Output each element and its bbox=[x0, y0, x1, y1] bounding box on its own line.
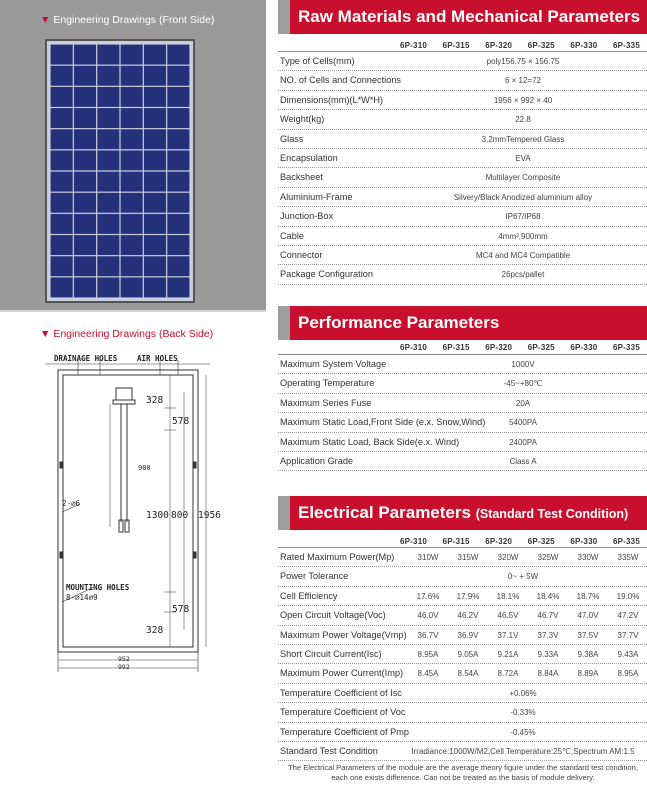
electrical-row bbox=[278, 703, 647, 722]
electrical-row bbox=[278, 645, 647, 664]
dim-328-top: 328 bbox=[146, 395, 164, 406]
performance-table bbox=[278, 354, 647, 471]
solar-cell bbox=[97, 45, 119, 65]
row-cell: 9.21A bbox=[497, 649, 519, 659]
dim-578-bottom: 578 bbox=[172, 604, 190, 615]
row-cell: 8.89A bbox=[577, 669, 599, 679]
solar-cell bbox=[144, 214, 166, 234]
row-label: Maximum Power Current(Imp) bbox=[280, 668, 404, 679]
row-value: 26pcs/pallet bbox=[501, 270, 545, 280]
electrical-title-suffix: (Standard Test Condition) bbox=[475, 507, 629, 521]
row-cell: 8.72A bbox=[497, 669, 519, 679]
solar-cell bbox=[121, 256, 143, 276]
electrical-table bbox=[278, 547, 647, 761]
row-value: 2400PA bbox=[509, 437, 537, 447]
row-label: Maximum System Voltage bbox=[280, 359, 387, 369]
row-label: Connector bbox=[280, 249, 323, 260]
row-cell: 37.1V bbox=[497, 630, 519, 640]
solar-cell bbox=[74, 172, 96, 192]
raw-row bbox=[278, 227, 647, 246]
solar-cell bbox=[74, 108, 96, 128]
raw-row bbox=[278, 207, 647, 226]
row-label: Weight(kg) bbox=[280, 114, 325, 125]
electrical-row bbox=[278, 606, 647, 625]
solar-cell bbox=[51, 108, 73, 128]
solar-cell bbox=[97, 277, 119, 297]
row-label: Rated Maximum Power(Mp) bbox=[280, 552, 395, 562]
row-cell: 9.05A bbox=[457, 649, 479, 659]
row-cell: 8.95A bbox=[617, 669, 639, 679]
row-value: +0.06% bbox=[509, 688, 537, 698]
parameters-column bbox=[270, 0, 647, 800]
dim-578-top: 578 bbox=[172, 416, 190, 427]
raw-materials-header bbox=[278, 0, 647, 34]
performance-row bbox=[278, 355, 647, 374]
triangle-down-icon: ▼ bbox=[40, 328, 51, 340]
row-cells bbox=[408, 664, 647, 683]
electrical-row bbox=[278, 548, 647, 567]
row-cells bbox=[408, 587, 647, 606]
solar-cell bbox=[144, 66, 166, 86]
row-label: Maximum Static Load, Back Side(e.x. Wind) bbox=[280, 436, 460, 447]
performance-row bbox=[278, 374, 647, 393]
row-cell: 47.2V bbox=[617, 611, 639, 621]
row-label: Maximum Power Voltage(Vmp) bbox=[280, 629, 407, 640]
raw-row bbox=[278, 168, 647, 187]
solar-cell bbox=[121, 214, 143, 234]
performance-title: Performance Parameters bbox=[290, 306, 647, 340]
row-value: -0.33% bbox=[510, 708, 536, 718]
solar-cell bbox=[121, 235, 143, 255]
solar-cell bbox=[51, 256, 73, 276]
row-cell: 46.5V bbox=[497, 611, 519, 621]
solar-cell bbox=[51, 45, 73, 65]
solar-cell bbox=[51, 277, 73, 297]
electrical-title: Electrical Parameters (Standard Test Condition) bbox=[290, 496, 647, 530]
row-value: 1956 × 992 × 40 bbox=[493, 95, 553, 105]
row-value: MC4 and MC4 Compatible bbox=[475, 250, 571, 260]
row-cell: 9.43A bbox=[617, 649, 639, 659]
solar-cell bbox=[51, 235, 73, 255]
row-label: Backsheet bbox=[280, 172, 323, 183]
row-cell: 37.3V bbox=[537, 630, 559, 640]
row-cell: 315W bbox=[457, 553, 479, 562]
solar-cell bbox=[121, 108, 143, 128]
solar-cell bbox=[97, 129, 119, 149]
ground-hole-spec: 2-⌀6 bbox=[62, 499, 81, 508]
solar-cell bbox=[97, 193, 119, 213]
row-cell: 19.0% bbox=[616, 591, 640, 601]
solar-cell bbox=[74, 45, 96, 65]
row-label: Encapsulation bbox=[280, 152, 338, 163]
solar-cell bbox=[121, 277, 143, 297]
row-value: Irradiance:1000W/M2,Cell Temperature:25℃,Spectrum AM:1.5 bbox=[411, 746, 635, 756]
row-cell: 325W bbox=[537, 553, 559, 562]
raw-row bbox=[278, 265, 647, 284]
row-label: Maximum Series Fuse bbox=[280, 397, 372, 408]
row-cell: 8.95A bbox=[417, 649, 439, 659]
row-cell: 46.7V bbox=[537, 611, 559, 621]
solar-cell bbox=[97, 150, 119, 170]
raw-row bbox=[278, 71, 647, 90]
air-holes-label: AIR HOLES bbox=[137, 354, 178, 363]
row-label: Cell Efficiency bbox=[280, 590, 338, 601]
solar-cell bbox=[167, 277, 189, 297]
solar-cell bbox=[121, 66, 143, 86]
solar-cell bbox=[167, 214, 189, 234]
solar-panel-front-image bbox=[45, 39, 195, 303]
performance-row bbox=[278, 413, 647, 432]
row-cell: 46.2V bbox=[457, 611, 479, 621]
dim-1956: 1956 bbox=[198, 510, 221, 521]
front-drawing-title: ▼ Engineering Drawings (Front Side) bbox=[40, 14, 215, 26]
dim-328-bottom: 328 bbox=[146, 625, 164, 636]
performance-row bbox=[278, 394, 647, 413]
electrical-row bbox=[278, 742, 647, 761]
solar-cell bbox=[144, 172, 166, 192]
solar-cell bbox=[144, 150, 166, 170]
solar-cell bbox=[167, 66, 189, 86]
row-label: Aluminium-Frame bbox=[280, 191, 353, 202]
row-value: IP67/IP68 bbox=[505, 212, 541, 222]
row-label: Type of Cells(mm) bbox=[280, 56, 355, 66]
row-cells bbox=[408, 626, 647, 645]
row-label: Package Configuration bbox=[280, 269, 373, 280]
solar-cell bbox=[97, 87, 119, 107]
solar-cell bbox=[167, 87, 189, 107]
row-label: Standard Test Condition bbox=[280, 745, 378, 756]
performance-row bbox=[278, 433, 647, 452]
model-header-raw: 6P-310 6P-315 6P-320 6P-325 6P-330 6P-335 bbox=[400, 41, 640, 50]
solar-cell bbox=[121, 172, 143, 192]
raw-materials-title: Raw Materials and Mechanical Parameters bbox=[290, 0, 647, 34]
solar-cell bbox=[144, 256, 166, 276]
row-value: 5400PA bbox=[509, 418, 537, 428]
raw-row bbox=[278, 130, 647, 149]
solar-cell bbox=[144, 235, 166, 255]
row-cell: 37.7V bbox=[617, 630, 639, 640]
drawing-lines bbox=[0, 312, 266, 800]
row-label: Temperature Coefficient of Pmp bbox=[280, 726, 410, 737]
row-cell: 8.54A bbox=[457, 669, 479, 679]
row-cell: 9.33A bbox=[537, 649, 559, 659]
row-cell: 46.0V bbox=[417, 611, 439, 621]
row-label: Temperature Coefficient of Voc bbox=[280, 707, 406, 718]
model-header-performance: 6P-310 6P-315 6P-320 6P-325 6P-330 6P-335 bbox=[400, 343, 640, 352]
row-label: Power Tolerance bbox=[280, 571, 349, 582]
row-value: 4mm²,900mm bbox=[498, 231, 548, 241]
row-value: -45~+80℃ bbox=[503, 379, 543, 389]
row-cell: 18.4% bbox=[536, 591, 560, 601]
solar-cell bbox=[167, 108, 189, 128]
solar-cell bbox=[51, 150, 73, 170]
front-drawing-section bbox=[0, 0, 266, 312]
solar-cell bbox=[167, 193, 189, 213]
row-value: 0~ + 5W bbox=[507, 572, 539, 582]
row-label: Operating Temperature bbox=[280, 378, 375, 389]
solar-cell bbox=[97, 172, 119, 192]
solar-cell bbox=[167, 172, 189, 192]
row-label: NO. of Cells and Connections bbox=[280, 75, 402, 86]
raw-row bbox=[278, 91, 647, 110]
raw-materials-table bbox=[278, 51, 647, 285]
row-cell: 36.7V bbox=[417, 630, 439, 640]
solar-cell bbox=[74, 129, 96, 149]
solar-cell bbox=[167, 150, 189, 170]
electrical-row bbox=[278, 723, 647, 742]
row-label: Dimensions(mm)(L*W*H) bbox=[280, 94, 384, 105]
solar-cell bbox=[74, 277, 96, 297]
row-cell: 17.9% bbox=[456, 591, 480, 601]
row-label: Short Circuit Current(Isc) bbox=[280, 648, 382, 659]
row-value: Class A bbox=[509, 456, 537, 466]
performance-row bbox=[278, 452, 647, 471]
solar-cell bbox=[97, 214, 119, 234]
solar-cell bbox=[74, 235, 96, 255]
row-cell: 320W bbox=[497, 553, 519, 562]
solar-cell bbox=[144, 277, 166, 297]
row-label: Cable bbox=[280, 230, 305, 241]
solar-cell bbox=[144, 87, 166, 107]
solar-cell bbox=[121, 193, 143, 213]
row-label: Junction-Box bbox=[280, 211, 334, 222]
dim-900: 900 bbox=[138, 464, 151, 472]
solar-cell bbox=[144, 193, 166, 213]
row-label: Maximum Static Load,Front Side (e.x. Snow,Wind) bbox=[280, 417, 486, 428]
row-cell: 9.38A bbox=[577, 649, 599, 659]
solar-cell bbox=[51, 66, 73, 86]
row-cell: 17.6% bbox=[416, 591, 440, 601]
row-value: 3.2mmTempered Glass bbox=[481, 134, 565, 144]
row-cell: 335W bbox=[617, 553, 639, 562]
row-cell: 8.84A bbox=[537, 669, 559, 679]
solar-cell bbox=[167, 235, 189, 255]
row-value: 20A bbox=[515, 398, 531, 408]
raw-row bbox=[278, 110, 647, 129]
solar-cell bbox=[51, 172, 73, 192]
electrical-row bbox=[278, 587, 647, 606]
row-value: Silvery/Black Anodized aluminium alloy bbox=[453, 192, 593, 202]
row-cell: 37.5V bbox=[577, 630, 599, 640]
row-value: EVA bbox=[515, 153, 531, 163]
row-cell: 8.45A bbox=[417, 669, 439, 679]
electrical-header bbox=[278, 496, 647, 530]
drawings-column bbox=[0, 0, 266, 800]
solar-cell bbox=[74, 87, 96, 107]
row-cell: 310W bbox=[417, 553, 439, 562]
solar-cell bbox=[97, 235, 119, 255]
dim-992: 992 bbox=[118, 663, 130, 671]
triangle-down-icon: ▼ bbox=[40, 14, 51, 26]
solar-cell bbox=[74, 256, 96, 276]
row-cell: 47.0V bbox=[577, 611, 599, 621]
electrical-note: The Electrical Parameters of the module are the average theory figure under the standard test condition, each one exists difference. Can not be treated as the basis of module delivery. bbox=[288, 763, 638, 782]
solar-cell bbox=[121, 87, 143, 107]
solar-cell bbox=[51, 214, 73, 234]
raw-row bbox=[278, 149, 647, 168]
dim-800: 800 bbox=[171, 510, 189, 521]
solar-cell bbox=[74, 66, 96, 86]
solar-cell bbox=[74, 150, 96, 170]
row-value: 1000V bbox=[511, 360, 535, 369]
mounting-holes-spec: 8-⌀14⌀9 bbox=[66, 593, 98, 602]
row-cell: 18.7% bbox=[576, 591, 600, 601]
row-label: Glass bbox=[280, 133, 304, 144]
solar-cell bbox=[144, 45, 166, 65]
solar-cell bbox=[51, 129, 73, 149]
solar-cell bbox=[167, 45, 189, 65]
performance-header bbox=[278, 306, 647, 340]
row-cells bbox=[408, 606, 647, 625]
electrical-row bbox=[278, 684, 647, 703]
mounting-holes-label: MOUNTING HOLES bbox=[66, 583, 130, 592]
row-label: Open Circuit Voltage(Voc) bbox=[280, 610, 386, 621]
back-drawing-section bbox=[0, 312, 266, 800]
dim-952: 952 bbox=[118, 655, 130, 663]
row-cells bbox=[408, 645, 647, 664]
row-value: Multilayer Composite bbox=[485, 173, 561, 183]
row-value: 6 × 12=72 bbox=[504, 76, 542, 86]
row-cell: 330W bbox=[577, 553, 599, 562]
drainage-holes-label: DRAINAGE HOLES bbox=[54, 354, 118, 363]
solar-cell bbox=[74, 214, 96, 234]
solar-cell bbox=[97, 256, 119, 276]
solar-cell bbox=[144, 129, 166, 149]
solar-cell bbox=[97, 66, 119, 86]
solar-cell bbox=[51, 87, 73, 107]
row-cell: 36.9V bbox=[457, 630, 479, 640]
row-value: 22.8 bbox=[515, 115, 531, 125]
back-engineering-drawing bbox=[0, 312, 266, 800]
solar-cell bbox=[121, 150, 143, 170]
electrical-row bbox=[278, 626, 647, 645]
model-header-electrical: 6P-310 6P-315 6P-320 6P-325 6P-330 6P-335 bbox=[400, 537, 640, 546]
row-value: poly156.75 × 156.75 bbox=[486, 57, 560, 66]
raw-row bbox=[278, 52, 647, 71]
raw-row bbox=[278, 188, 647, 207]
row-cells bbox=[408, 548, 647, 567]
solar-cell bbox=[121, 45, 143, 65]
row-value: -0.45% bbox=[510, 727, 536, 737]
solar-cell bbox=[121, 129, 143, 149]
solar-cell bbox=[97, 108, 119, 128]
row-label: Temperature Coefficient of Isc bbox=[280, 687, 402, 698]
electrical-row bbox=[278, 567, 647, 586]
raw-row bbox=[278, 246, 647, 265]
solar-cell bbox=[74, 193, 96, 213]
solar-cell bbox=[144, 108, 166, 128]
row-label: Application Grade bbox=[280, 455, 354, 466]
solar-cell bbox=[51, 193, 73, 213]
electrical-row bbox=[278, 664, 647, 683]
solar-cell bbox=[167, 129, 189, 149]
back-drawing-title: ▼ Engineering Drawings (Back Side) bbox=[40, 328, 214, 340]
dim-1300: 1300 bbox=[146, 510, 169, 521]
row-cell: 18.1% bbox=[496, 591, 520, 601]
solar-cell bbox=[167, 256, 189, 276]
